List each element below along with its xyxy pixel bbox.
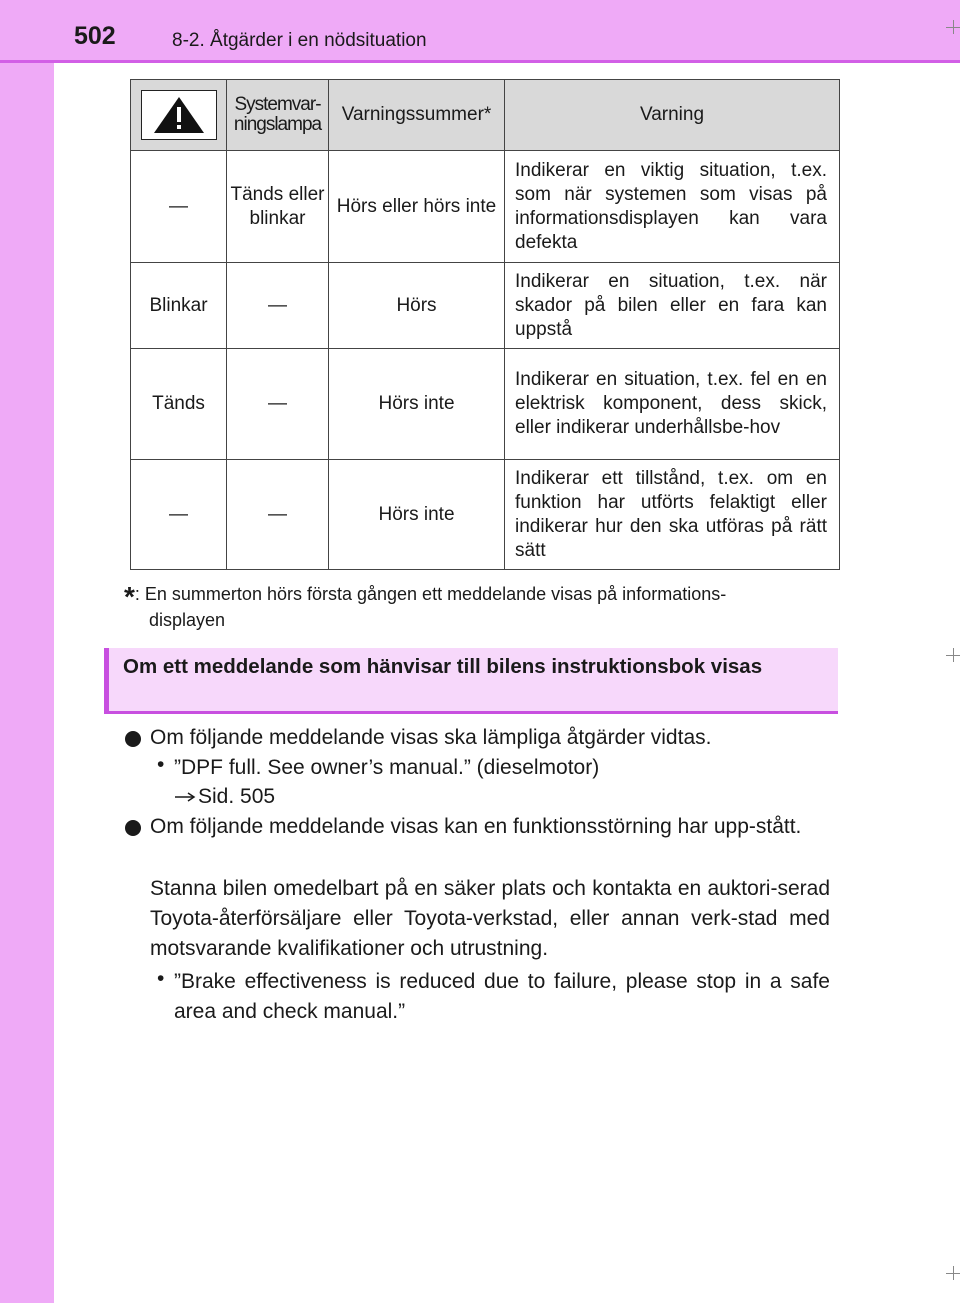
arrow-right-icon: [174, 791, 196, 803]
footnote-marker: *: [124, 581, 135, 612]
header-buzzer: Varningssummer*: [329, 80, 505, 151]
item-1-text: Om följande meddelande visas ska lämpliga åtgärder vidtas.: [150, 726, 712, 749]
section-title-box: [104, 648, 838, 714]
cell-system: Tänds: [131, 349, 227, 460]
table-row: [131, 263, 840, 349]
item-2-text: Om följande meddelande visas kan en funktionsstörning har upp-stått.: [150, 815, 802, 838]
cell-buzzer: Hörs eller hörs inte: [329, 151, 505, 263]
cell-warning: Indikerar en situation, t.ex. när skador på bilen eller en fara kan uppstå: [505, 263, 840, 349]
table-row: [131, 460, 840, 570]
sub-bullet-icon: •: [157, 967, 165, 990]
item-2-instruction: Stanna bilen omedelbart på en säker plats och kontakta en auktori-serad Toyota-återförsäljare eller Toyota-verkstad, eller annan verk-stad med motsvarande kvalifikationer och utrustning.: [150, 877, 830, 960]
cell-lamp: —: [227, 263, 329, 349]
section-heading: 8-2. Åtgärder i en nödsituation: [172, 30, 427, 51]
item-2-sub: ”Brake effectiveness is reduced due to failure, please stop in a safe area and check manual.”: [174, 970, 830, 1023]
sub-bullet-icon: •: [157, 753, 165, 776]
left-margin-band: [0, 0, 54, 1303]
page-number: 502: [74, 22, 116, 50]
warning-table: [130, 79, 840, 570]
header-system-lamp: Systemvar-ningslampa: [227, 80, 329, 151]
cell-lamp: —: [227, 349, 329, 460]
cell-system: —: [131, 460, 227, 570]
section-title: Om ett meddelande som hänvisar till bilens instruktionsbok visas: [123, 655, 763, 678]
cell-warning: Indikerar ett tillstånd, t.ex. om en funktion har utförts felaktigt eller indikerar hur den ska utföras på rätt sätt: [505, 460, 840, 570]
bullet-dot-icon: [125, 731, 141, 747]
cell-buzzer: Hörs inte: [329, 349, 505, 460]
header-warning: Varning: [505, 80, 840, 151]
cell-buzzer: Hörs: [329, 263, 505, 349]
cell-warning: Indikerar en viktig situation, t.ex. som när systemen som visas på informationsdisplayen kan vara defekta: [505, 151, 840, 263]
footnote-text: : En summerton hörs första gången ett meddelande visas på informations-: [134, 584, 727, 604]
header-icon-cell: [131, 80, 227, 151]
footnote-text-cont: displayen: [149, 610, 226, 630]
page-reference[interactable]: [174, 782, 275, 812]
page-reference-text: Sid. 505: [198, 785, 276, 808]
cell-system: Blinkar: [131, 263, 227, 349]
header-rule: [0, 60, 960, 63]
cell-system: —: [131, 151, 227, 263]
cell-lamp: Tänds eller blinkar: [227, 151, 329, 263]
table-row: [131, 349, 840, 460]
item-1-sub: ”DPF full. See owner’s manual.” (dieselmotor): [174, 756, 600, 779]
table-header-row: [131, 80, 840, 151]
table-footnote: [124, 578, 830, 633]
table-row: [131, 151, 840, 263]
bullet-dot-icon: [125, 820, 141, 836]
header-band: [0, 0, 960, 62]
cell-buzzer: Hörs inte: [329, 460, 505, 570]
warning-triangle-icon: [141, 90, 217, 140]
cell-lamp: —: [227, 460, 329, 570]
cell-warning: Indikerar en situation, t.ex. fel en en elektrisk komponent, dess skick, eller indikerar underhållsbe-hov: [505, 349, 840, 460]
